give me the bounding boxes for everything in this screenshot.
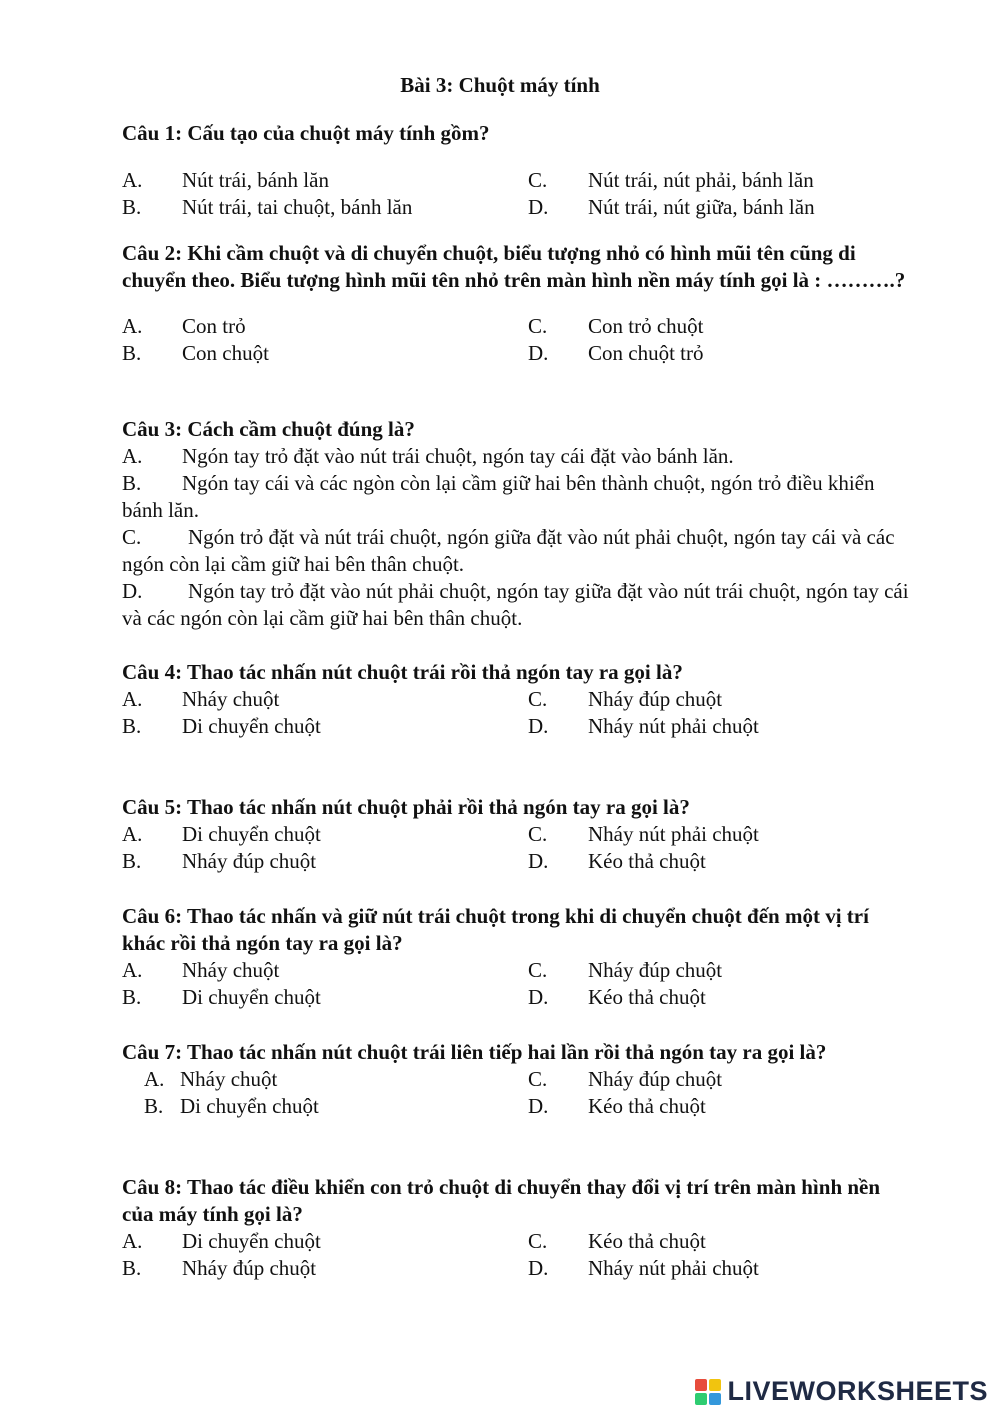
option-letter: C. bbox=[528, 687, 548, 711]
option-letter: D. bbox=[528, 985, 549, 1009]
option-b[interactable] bbox=[122, 194, 412, 221]
option-text: Nháy nút phải chuột bbox=[588, 822, 759, 846]
option-text: Di chuyển chuột bbox=[182, 1229, 321, 1253]
question-text: Câu 1: Cấu tạo của chuột máy tính gồm? bbox=[122, 121, 490, 145]
option-text: Di chuyển chuột bbox=[182, 985, 321, 1009]
option-text: Kéo thả chuột bbox=[588, 1229, 706, 1253]
question-text: Câu 2: Khi cầm chuột và di chuyển chuột, biểu tượng nhỏ có hình mũi tên cũng di chuyển theo. Biểu tượng hình mũi tên nhỏ trên màn hình nền máy tính gọi là : ……….? bbox=[122, 241, 906, 292]
options-grid bbox=[122, 1228, 892, 1282]
option-letter: A. bbox=[122, 314, 143, 338]
question-text: Câu 7: Thao tác nhấn nút chuột trái liên tiếp hai lần rồi thả ngón tay ra gọi là? bbox=[122, 1040, 827, 1064]
option-text: Nút trái, nút phải, bánh lăn bbox=[588, 168, 814, 192]
option-b[interactable] bbox=[122, 984, 321, 1011]
option-letter: D. bbox=[528, 341, 549, 365]
option-letter: C. bbox=[122, 525, 142, 549]
question-text: Câu 8: Thao tác điều khiển con trỏ chuột di chuyển thay đổi vị trí trên màn hình nền của máy tính gọi là? bbox=[122, 1175, 881, 1226]
options-grid bbox=[122, 167, 922, 221]
option-text: Kéo thả chuột bbox=[588, 1094, 706, 1118]
option-c[interactable] bbox=[528, 686, 722, 713]
option-text: Ngón tay trỏ đặt vào nút trái chuột, ngón tay cái đặt vào bánh lăn. bbox=[182, 444, 734, 468]
option-b[interactable] bbox=[122, 848, 316, 875]
question-5 bbox=[122, 794, 922, 875]
question-4 bbox=[122, 659, 922, 740]
option-b[interactable] bbox=[122, 1255, 316, 1282]
option-letter: B. bbox=[122, 195, 142, 219]
option-text: Nháy đúp chuột bbox=[182, 849, 317, 873]
options-grid bbox=[122, 957, 912, 1011]
option-text: Di chuyển chuột bbox=[182, 822, 321, 846]
option-text: Ngón tay trỏ đặt vào nút phải chuột, ngón tay giữa đặt vào nút trái chuột, ngón tay cái và các ngón còn lại cầm giữ hai bên thân chuột. bbox=[122, 579, 909, 630]
question-2 bbox=[122, 240, 922, 367]
option-text: Nháy chuột bbox=[180, 1067, 278, 1091]
option-d[interactable] bbox=[528, 194, 815, 221]
option-d[interactable] bbox=[528, 848, 706, 875]
option-letter: D. bbox=[528, 849, 549, 873]
option-a[interactable] bbox=[122, 167, 329, 194]
question-6 bbox=[122, 903, 912, 1011]
option-text: Nháy đúp chuột bbox=[182, 1256, 317, 1280]
logo-text: LIVEWORKSHEETS bbox=[727, 1376, 988, 1406]
question-8 bbox=[122, 1174, 892, 1282]
question-3 bbox=[122, 416, 917, 632]
option-text: Nút trái, tai chuột, bánh lăn bbox=[182, 195, 413, 219]
option-letter: B. bbox=[122, 714, 142, 738]
option-a[interactable] bbox=[144, 1066, 277, 1093]
options-grid bbox=[122, 313, 922, 367]
option-c[interactable] bbox=[528, 821, 759, 848]
option-letter: C. bbox=[528, 1229, 548, 1253]
option-text: Con trỏ chuột bbox=[588, 314, 704, 338]
option-a[interactable] bbox=[122, 443, 917, 470]
option-a[interactable] bbox=[122, 957, 279, 984]
option-letter: A. bbox=[144, 1067, 165, 1091]
option-letter: B. bbox=[122, 471, 142, 495]
option-c[interactable] bbox=[528, 1066, 722, 1093]
question-text: Câu 6: Thao tác nhấn và giữ nút trái chuột trong khi di chuyển chuột đến một vị trí khác rồi thả ngón tay ra gọi là? bbox=[122, 904, 869, 955]
option-a[interactable] bbox=[122, 313, 246, 340]
option-a[interactable] bbox=[122, 686, 279, 713]
option-d[interactable] bbox=[528, 713, 759, 740]
option-text: Con chuột bbox=[182, 341, 269, 365]
question-text: Câu 5: Thao tác nhấn nút chuột phải rồi thả ngón tay ra gọi là? bbox=[122, 795, 690, 819]
option-letter: C. bbox=[528, 958, 548, 982]
option-text: Nháy chuột bbox=[182, 958, 280, 982]
logo-blocks-icon bbox=[695, 1379, 721, 1405]
option-letter: C. bbox=[528, 168, 548, 192]
option-text: Nút trái, nút giữa, bánh lăn bbox=[588, 195, 815, 219]
option-letter: D. bbox=[528, 195, 549, 219]
option-d[interactable] bbox=[528, 984, 706, 1011]
option-letter: B. bbox=[122, 849, 142, 873]
option-letter: B. bbox=[122, 341, 142, 365]
option-a[interactable] bbox=[122, 1228, 321, 1255]
option-b[interactable] bbox=[122, 340, 269, 367]
option-letter: B. bbox=[122, 985, 142, 1009]
option-d[interactable] bbox=[528, 1093, 706, 1120]
option-letter: A. bbox=[122, 444, 143, 468]
liveworksheets-logo bbox=[695, 1376, 988, 1407]
option-c[interactable] bbox=[528, 167, 814, 194]
option-text: Di chuyển chuột bbox=[180, 1094, 319, 1118]
option-b[interactable] bbox=[122, 713, 321, 740]
option-letter: B. bbox=[122, 1256, 142, 1280]
option-text: Kéo thả chuột bbox=[588, 985, 706, 1009]
question-text: Câu 3: Cách cầm chuột đúng là? bbox=[122, 417, 415, 441]
options-grid bbox=[122, 1066, 952, 1120]
option-text: Con chuột trỏ bbox=[588, 341, 704, 365]
option-text: Nháy đúp chuột bbox=[588, 958, 723, 982]
option-text: Di chuyển chuột bbox=[182, 714, 321, 738]
option-letter: D. bbox=[528, 714, 549, 738]
option-letter: A. bbox=[122, 958, 143, 982]
option-text: Nháy đúp chuột bbox=[588, 1067, 723, 1091]
option-text: Nút trái, bánh lăn bbox=[182, 168, 329, 192]
option-letter: A. bbox=[122, 822, 143, 846]
option-d[interactable] bbox=[528, 1255, 759, 1282]
option-text: Ngón tay cái và các ngòn còn lại cầm giữ hai bên thành chuột, ngón trỏ điều khiển bánh lăn. bbox=[122, 471, 875, 522]
option-letter: A. bbox=[122, 687, 143, 711]
option-letter: A. bbox=[122, 168, 143, 192]
option-letter: C. bbox=[528, 1067, 548, 1091]
logo-block bbox=[709, 1393, 721, 1405]
option-letter: C. bbox=[528, 314, 548, 338]
question-7 bbox=[122, 1039, 952, 1120]
option-c[interactable] bbox=[528, 1228, 706, 1255]
logo-block bbox=[695, 1393, 707, 1405]
option-d[interactable] bbox=[122, 578, 917, 632]
question-text: Câu 4: Thao tác nhấn nút chuột trái rồi thả ngón tay ra gọi là? bbox=[122, 660, 683, 684]
option-text: Kéo thả chuột bbox=[588, 849, 706, 873]
option-c[interactable] bbox=[528, 313, 704, 340]
option-letter: D. bbox=[528, 1256, 549, 1280]
options-grid bbox=[122, 821, 922, 875]
option-b[interactable] bbox=[144, 1093, 319, 1120]
worksheet-title: Bài 3: Chuột máy tính bbox=[400, 73, 600, 97]
logo-block bbox=[709, 1379, 721, 1391]
option-text: Nháy nút phải chuột bbox=[588, 714, 759, 738]
option-c[interactable] bbox=[122, 524, 917, 578]
question-1 bbox=[122, 120, 922, 221]
option-c[interactable] bbox=[528, 957, 722, 984]
logo-block bbox=[695, 1379, 707, 1391]
option-text: Con trỏ bbox=[182, 314, 246, 338]
option-text: Nháy chuột bbox=[182, 687, 280, 711]
option-b[interactable] bbox=[122, 470, 917, 524]
option-text: Ngón trỏ đặt và nút trái chuột, ngón giữa đặt vào nút phải chuột, ngón tay cái và các ngón còn lại cầm giữ hai bên thân chuột. bbox=[122, 525, 895, 576]
option-letter: C. bbox=[528, 822, 548, 846]
option-letter: D. bbox=[122, 579, 143, 603]
option-text: Nháy đúp chuột bbox=[588, 687, 723, 711]
option-d[interactable] bbox=[528, 340, 704, 367]
option-text: Nháy nút phải chuột bbox=[588, 1256, 759, 1280]
option-letter: D. bbox=[528, 1094, 549, 1118]
option-letter: B. bbox=[144, 1094, 164, 1118]
option-a[interactable] bbox=[122, 821, 321, 848]
options-grid bbox=[122, 686, 922, 740]
option-letter: A. bbox=[122, 1229, 143, 1253]
